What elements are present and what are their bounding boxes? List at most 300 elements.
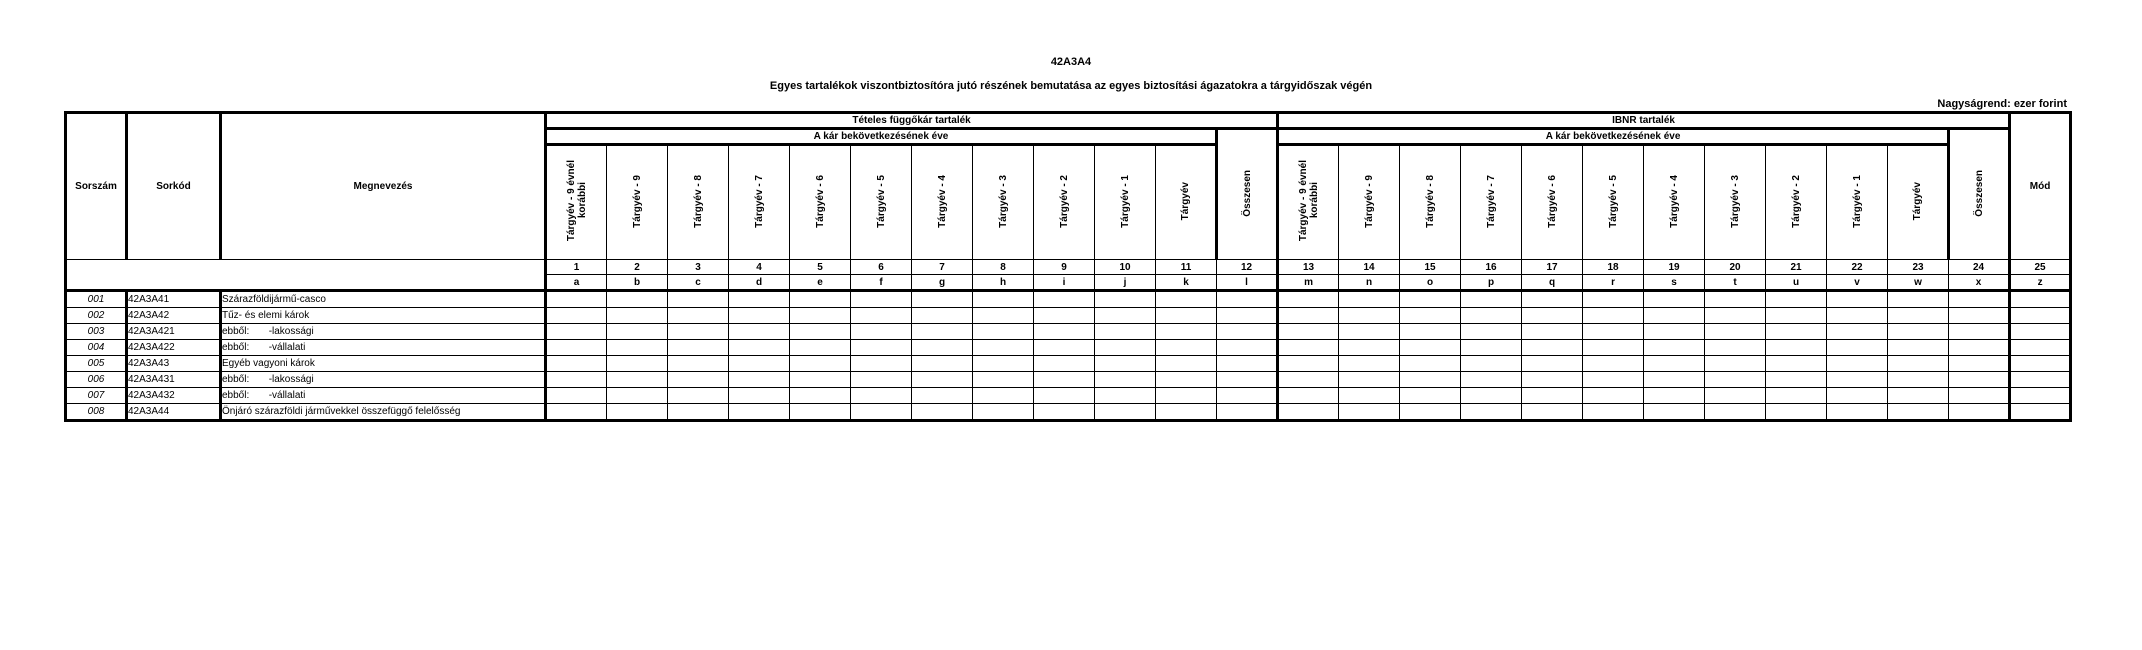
data-cell[interactable]: [1705, 340, 1766, 356]
data-cell[interactable]: [1156, 388, 1217, 404]
table-row: [66, 404, 2071, 421]
data-cell[interactable]: [1095, 308, 1156, 324]
data-cell[interactable]: [973, 404, 1034, 421]
data-cell[interactable]: [1766, 291, 1827, 308]
col-number-9: 9: [1034, 260, 1095, 275]
table-row: [66, 308, 2071, 324]
header-year-5: Tárgyév - 6: [790, 145, 851, 260]
col-number-spacer: [66, 260, 546, 275]
data-cell[interactable]: [1278, 372, 1339, 388]
col-letter-8: h: [973, 275, 1034, 291]
data-cell[interactable]: [973, 340, 1034, 356]
row-label: ebből: -lakossági: [221, 324, 546, 340]
col-letter-11: k: [1156, 275, 1217, 291]
col-letter-16: p: [1461, 275, 1522, 291]
data-cell[interactable]: [912, 340, 973, 356]
col-letter-7: g: [912, 275, 973, 291]
data-cell[interactable]: [1400, 291, 1461, 308]
col-number-24: 24: [1949, 260, 2010, 275]
data-cell[interactable]: [1949, 324, 2010, 340]
col-number-15: 15: [1400, 260, 1461, 275]
data-cell[interactable]: [729, 291, 790, 308]
data-cell[interactable]: [851, 404, 912, 421]
header-total-2: Összesen: [1949, 129, 2010, 260]
data-cell[interactable]: [1461, 291, 1522, 308]
row-label: Tűz- és elemi károk: [221, 308, 546, 324]
data-cell[interactable]: [1278, 340, 1339, 356]
header-year-1: Tárgyév - 9 évnél korábbi: [546, 145, 607, 260]
data-cell[interactable]: [973, 308, 1034, 324]
data-cell[interactable]: [1949, 388, 2010, 404]
data-cell[interactable]: [1949, 291, 2010, 308]
data-cell[interactable]: [1156, 291, 1217, 308]
data-cell[interactable]: [1461, 372, 1522, 388]
col-number-22: 22: [1827, 260, 1888, 275]
data-cell[interactable]: [790, 404, 851, 421]
header-year-6: Tárgyév - 5: [851, 145, 912, 260]
data-cell[interactable]: [1339, 308, 1400, 324]
data-cell[interactable]: [2010, 388, 2071, 404]
row-number: 005: [66, 356, 127, 372]
row-label: ebből: -vállalati: [221, 340, 546, 356]
data-cell[interactable]: [1949, 308, 2010, 324]
data-cell[interactable]: [912, 356, 973, 372]
row-number: 003: [66, 324, 127, 340]
data-cell[interactable]: [973, 388, 1034, 404]
data-cell[interactable]: [1461, 308, 1522, 324]
data-cell[interactable]: [1095, 324, 1156, 340]
data-cell[interactable]: [1461, 388, 1522, 404]
data-cell[interactable]: [790, 372, 851, 388]
data-cell[interactable]: [1217, 291, 1278, 308]
data-cell[interactable]: [973, 372, 1034, 388]
data-cell[interactable]: [1522, 388, 1583, 404]
data-cell[interactable]: [1156, 356, 1217, 372]
col-number-12: 12: [1217, 260, 1278, 275]
data-cell[interactable]: [607, 340, 668, 356]
row-number: 002: [66, 308, 127, 324]
col-letter-10: j: [1095, 275, 1156, 291]
data-cell[interactable]: [1339, 291, 1400, 308]
data-cell[interactable]: [1461, 356, 1522, 372]
data-cell[interactable]: [607, 356, 668, 372]
data-cell[interactable]: [1217, 388, 1278, 404]
data-cell[interactable]: [1644, 388, 1705, 404]
data-cell[interactable]: [668, 388, 729, 404]
data-cell[interactable]: [1034, 340, 1095, 356]
header-year-9: Tárgyév - 2: [1034, 145, 1095, 260]
data-cell[interactable]: [790, 324, 851, 340]
data-cell[interactable]: [668, 372, 729, 388]
row-code: 42A3A431: [127, 372, 221, 388]
data-cell[interactable]: [1217, 308, 1278, 324]
data-cell[interactable]: [1766, 324, 1827, 340]
data-cell[interactable]: [1583, 356, 1644, 372]
header-sorkod: Sorkód: [127, 113, 221, 260]
table-row: [66, 372, 2071, 388]
data-cell[interactable]: [912, 291, 973, 308]
row-number: 006: [66, 372, 127, 388]
col-letter-23: w: [1888, 275, 1949, 291]
data-cell[interactable]: [1095, 372, 1156, 388]
data-cell[interactable]: [1644, 356, 1705, 372]
col-number-19: 19: [1644, 260, 1705, 275]
data-cell[interactable]: [1095, 356, 1156, 372]
data-cell[interactable]: [1766, 404, 1827, 421]
col-letter-3: c: [668, 275, 729, 291]
data-cell[interactable]: [1461, 404, 1522, 421]
row-label: Önjáró szárazföldi járművekkel összefüggő felelősség: [221, 404, 546, 421]
data-cell[interactable]: [607, 291, 668, 308]
data-cell[interactable]: [1400, 372, 1461, 388]
data-cell[interactable]: [1644, 291, 1705, 308]
data-cell[interactable]: [1888, 308, 1949, 324]
header-year-10: Tárgyév - 1: [1095, 145, 1156, 260]
data-cell[interactable]: [2010, 356, 2071, 372]
col-number-13: 13: [1278, 260, 1339, 275]
data-cell[interactable]: [607, 388, 668, 404]
data-cell[interactable]: [1095, 291, 1156, 308]
data-cell[interactable]: [546, 404, 607, 421]
header-year-14: Tárgyév - 8: [1400, 145, 1461, 260]
row-code: 42A3A422: [127, 340, 221, 356]
data-cell[interactable]: [1400, 340, 1461, 356]
table-row: [66, 291, 2071, 308]
col-number-5: 5: [790, 260, 851, 275]
data-cell[interactable]: [1339, 388, 1400, 404]
data-cell[interactable]: [1400, 356, 1461, 372]
data-cell[interactable]: [1339, 404, 1400, 421]
data-cell[interactable]: [1766, 356, 1827, 372]
report-table: [64, 111, 2072, 422]
data-cell[interactable]: [1888, 388, 1949, 404]
data-cell[interactable]: [1217, 324, 1278, 340]
data-cell[interactable]: [1888, 356, 1949, 372]
data-cell[interactable]: [668, 340, 729, 356]
data-cell[interactable]: [851, 356, 912, 372]
row-label: Szárazföldijármű-casco: [221, 291, 546, 308]
data-cell[interactable]: [851, 340, 912, 356]
col-letter-25: z: [2010, 275, 2071, 291]
data-cell[interactable]: [1888, 324, 1949, 340]
data-cell[interactable]: [1522, 324, 1583, 340]
data-cell[interactable]: [1217, 356, 1278, 372]
data-cell[interactable]: [1949, 404, 2010, 421]
table-row: [66, 388, 2071, 404]
row-label: Egyéb vagyoni károk: [221, 356, 546, 372]
data-cell[interactable]: [2010, 291, 2071, 308]
data-cell[interactable]: [1095, 404, 1156, 421]
data-cell[interactable]: [1583, 388, 1644, 404]
data-cell[interactable]: [1095, 388, 1156, 404]
data-cell[interactable]: [1705, 324, 1766, 340]
data-cell[interactable]: [1705, 404, 1766, 421]
data-cell[interactable]: [1156, 404, 1217, 421]
data-cell[interactable]: [2010, 372, 2071, 388]
data-cell[interactable]: [1949, 372, 2010, 388]
col-number-25: 25: [2010, 260, 2071, 275]
data-cell[interactable]: [546, 291, 607, 308]
data-cell[interactable]: [1766, 372, 1827, 388]
data-cell[interactable]: [729, 340, 790, 356]
data-cell[interactable]: [2010, 340, 2071, 356]
data-cell[interactable]: [1644, 404, 1705, 421]
data-cell[interactable]: [1583, 340, 1644, 356]
col-number-3: 3: [668, 260, 729, 275]
row-number: 008: [66, 404, 127, 421]
header-year-15: Tárgyév - 7: [1461, 145, 1522, 260]
data-cell[interactable]: [1888, 404, 1949, 421]
data-cell[interactable]: [1705, 356, 1766, 372]
data-cell[interactable]: [1217, 404, 1278, 421]
data-cell[interactable]: [2010, 308, 2071, 324]
data-cell[interactable]: [851, 291, 912, 308]
data-cell[interactable]: [1888, 372, 1949, 388]
data-cell[interactable]: [729, 372, 790, 388]
col-number-8: 8: [973, 260, 1034, 275]
data-cell[interactable]: [790, 356, 851, 372]
col-number-1: 1: [546, 260, 607, 275]
data-cell[interactable]: [1217, 340, 1278, 356]
data-cell[interactable]: [1644, 340, 1705, 356]
data-cell[interactable]: [1278, 388, 1339, 404]
col-number-4: 4: [729, 260, 790, 275]
data-cell[interactable]: [1156, 372, 1217, 388]
data-cell[interactable]: [790, 388, 851, 404]
data-cell[interactable]: [1888, 291, 1949, 308]
data-cell[interactable]: [607, 404, 668, 421]
data-cell[interactable]: [1278, 291, 1339, 308]
header-group-tetelesfuggokar: Tételes függőkár tartalék: [546, 113, 1278, 129]
col-letter-17: q: [1522, 275, 1583, 291]
col-letter-2: b: [607, 275, 668, 291]
data-cell[interactable]: [729, 388, 790, 404]
col-letter-20: t: [1705, 275, 1766, 291]
col-number-10: 10: [1095, 260, 1156, 275]
data-cell[interactable]: [1339, 356, 1400, 372]
data-cell[interactable]: [546, 388, 607, 404]
col-letter-5: e: [790, 275, 851, 291]
col-number-17: 17: [1522, 260, 1583, 275]
data-cell[interactable]: [1339, 372, 1400, 388]
row-code: 42A3A43: [127, 356, 221, 372]
data-cell[interactable]: [1339, 340, 1400, 356]
col-letter-24: x: [1949, 275, 2010, 291]
data-cell[interactable]: [668, 404, 729, 421]
header-year-20: Tárgyév - 2: [1766, 145, 1827, 260]
col-letter-4: d: [729, 275, 790, 291]
row-code: 42A3A44: [127, 404, 221, 421]
col-letter-6: f: [851, 275, 912, 291]
data-cell[interactable]: [729, 308, 790, 324]
data-cell[interactable]: [1705, 388, 1766, 404]
report-title: Egyes tartalékok viszontbiztosítóra jutó részének bemutatása az egyes biztosítási ágazatokra a tárgyidőszak végén: [769, 80, 1373, 92]
data-cell[interactable]: [1827, 291, 1888, 308]
data-cell[interactable]: [1705, 372, 1766, 388]
col-number-7: 7: [912, 260, 973, 275]
data-cell[interactable]: [1827, 372, 1888, 388]
data-cell[interactable]: [1705, 308, 1766, 324]
data-cell[interactable]: [1156, 308, 1217, 324]
data-cell[interactable]: [1339, 324, 1400, 340]
header-year-19: Tárgyév - 3: [1705, 145, 1766, 260]
data-cell[interactable]: [546, 324, 607, 340]
data-cell[interactable]: [1522, 404, 1583, 421]
data-cell[interactable]: [1034, 356, 1095, 372]
data-cell[interactable]: [1217, 372, 1278, 388]
col-letter-15: o: [1400, 275, 1461, 291]
data-cell[interactable]: [1034, 308, 1095, 324]
row-code: 42A3A41: [127, 291, 221, 308]
header-year-13: Tárgyév - 9: [1339, 145, 1400, 260]
data-cell[interactable]: [851, 308, 912, 324]
data-cell[interactable]: [1156, 340, 1217, 356]
col-number-14: 14: [1339, 260, 1400, 275]
data-cell[interactable]: [1522, 291, 1583, 308]
data-cell[interactable]: [1705, 291, 1766, 308]
data-cell[interactable]: [1583, 291, 1644, 308]
data-cell[interactable]: [729, 356, 790, 372]
row-number: 004: [66, 340, 127, 356]
data-cell[interactable]: [1400, 404, 1461, 421]
col-number-2: 2: [607, 260, 668, 275]
data-cell[interactable]: [1034, 291, 1095, 308]
data-cell[interactable]: [668, 291, 729, 308]
col-letter-19: s: [1644, 275, 1705, 291]
col-letter-21: u: [1766, 275, 1827, 291]
data-cell[interactable]: [668, 324, 729, 340]
col-number-11: 11: [1156, 260, 1217, 275]
data-cell[interactable]: [1644, 308, 1705, 324]
report-code: 42A3A4: [1050, 56, 1092, 68]
row-number: 007: [66, 388, 127, 404]
data-cell[interactable]: [1583, 324, 1644, 340]
data-cell[interactable]: [1827, 324, 1888, 340]
data-cell[interactable]: [1034, 388, 1095, 404]
header-megnevezes: Megnevezés: [221, 113, 546, 260]
data-cell[interactable]: [1827, 404, 1888, 421]
header-year-4: Tárgyév - 7: [729, 145, 790, 260]
data-cell[interactable]: [1827, 388, 1888, 404]
data-cell[interactable]: [1034, 404, 1095, 421]
data-cell[interactable]: [1827, 340, 1888, 356]
data-cell[interactable]: [729, 324, 790, 340]
data-cell[interactable]: [1827, 308, 1888, 324]
header-year-12: Tárgyév - 9 évnél korábbi: [1278, 145, 1339, 260]
unit-label: Nagyságrend: ezer forint: [1937, 98, 2067, 110]
data-cell[interactable]: [1095, 340, 1156, 356]
data-cell[interactable]: [1278, 356, 1339, 372]
data-cell[interactable]: [790, 340, 851, 356]
data-cell[interactable]: [912, 388, 973, 404]
data-cell[interactable]: [1400, 388, 1461, 404]
data-cell[interactable]: [1522, 372, 1583, 388]
col-letter-22: v: [1827, 275, 1888, 291]
data-cell[interactable]: [790, 291, 851, 308]
data-cell[interactable]: [851, 324, 912, 340]
data-cell[interactable]: [1278, 308, 1339, 324]
data-cell[interactable]: [912, 308, 973, 324]
header-year-3: Tárgyév - 8: [668, 145, 729, 260]
data-cell[interactable]: [1278, 324, 1339, 340]
col-letter-12: l: [1217, 275, 1278, 291]
col-letter-13: m: [1278, 275, 1339, 291]
data-cell[interactable]: [607, 372, 668, 388]
data-cell[interactable]: [1766, 388, 1827, 404]
data-cell[interactable]: [790, 308, 851, 324]
data-cell[interactable]: [973, 324, 1034, 340]
data-cell[interactable]: [1522, 308, 1583, 324]
data-cell[interactable]: [1034, 324, 1095, 340]
header-year-7: Tárgyév - 4: [912, 145, 973, 260]
data-cell[interactable]: [1766, 340, 1827, 356]
data-cell[interactable]: [546, 356, 607, 372]
data-cell[interactable]: [912, 404, 973, 421]
header-year-21: Tárgyév - 1: [1827, 145, 1888, 260]
col-letter-14: n: [1339, 275, 1400, 291]
data-cell[interactable]: [1278, 404, 1339, 421]
table-row: [66, 340, 2071, 356]
data-cell[interactable]: [546, 372, 607, 388]
data-cell[interactable]: [973, 356, 1034, 372]
data-cell[interactable]: [668, 356, 729, 372]
data-cell[interactable]: [1644, 324, 1705, 340]
data-cell[interactable]: [1522, 356, 1583, 372]
data-cell[interactable]: [1644, 372, 1705, 388]
data-cell[interactable]: [2010, 324, 2071, 340]
data-cell[interactable]: [1461, 324, 1522, 340]
data-cell[interactable]: [1827, 356, 1888, 372]
data-cell[interactable]: [1949, 340, 2010, 356]
data-cell[interactable]: [1583, 308, 1644, 324]
data-cell[interactable]: [1766, 308, 1827, 324]
table-row: [66, 356, 2071, 372]
header-year-16: Tárgyév - 6: [1522, 145, 1583, 260]
data-cell[interactable]: [607, 308, 668, 324]
data-cell[interactable]: [1522, 340, 1583, 356]
data-cell[interactable]: [729, 404, 790, 421]
data-cell[interactable]: [1156, 324, 1217, 340]
header-mod: Mód: [2010, 113, 2071, 260]
data-cell[interactable]: [851, 372, 912, 388]
header-year-2: Tárgyév - 9: [607, 145, 668, 260]
data-cell[interactable]: [1888, 340, 1949, 356]
data-cell[interactable]: [2010, 404, 2071, 421]
row-number: 001: [66, 291, 127, 308]
header-year-8: Tárgyév - 3: [973, 145, 1034, 260]
data-cell[interactable]: [607, 324, 668, 340]
data-cell[interactable]: [1583, 404, 1644, 421]
data-cell[interactable]: [1583, 372, 1644, 388]
data-cell[interactable]: [1400, 324, 1461, 340]
data-cell[interactable]: [1400, 308, 1461, 324]
col-letter-9: i: [1034, 275, 1095, 291]
data-cell[interactable]: [1949, 356, 2010, 372]
data-cell[interactable]: [1461, 340, 1522, 356]
col-number-18: 18: [1583, 260, 1644, 275]
col-number-20: 20: [1705, 260, 1766, 275]
data-cell[interactable]: [973, 291, 1034, 308]
data-cell[interactable]: [546, 308, 607, 324]
data-cell[interactable]: [546, 340, 607, 356]
row-code: 42A3A432: [127, 388, 221, 404]
data-cell[interactable]: [912, 372, 973, 388]
data-cell[interactable]: [851, 388, 912, 404]
data-cell[interactable]: [912, 324, 973, 340]
data-cell[interactable]: [1034, 372, 1095, 388]
data-cell[interactable]: [668, 308, 729, 324]
header-sorszam: Sorszám: [66, 113, 127, 260]
